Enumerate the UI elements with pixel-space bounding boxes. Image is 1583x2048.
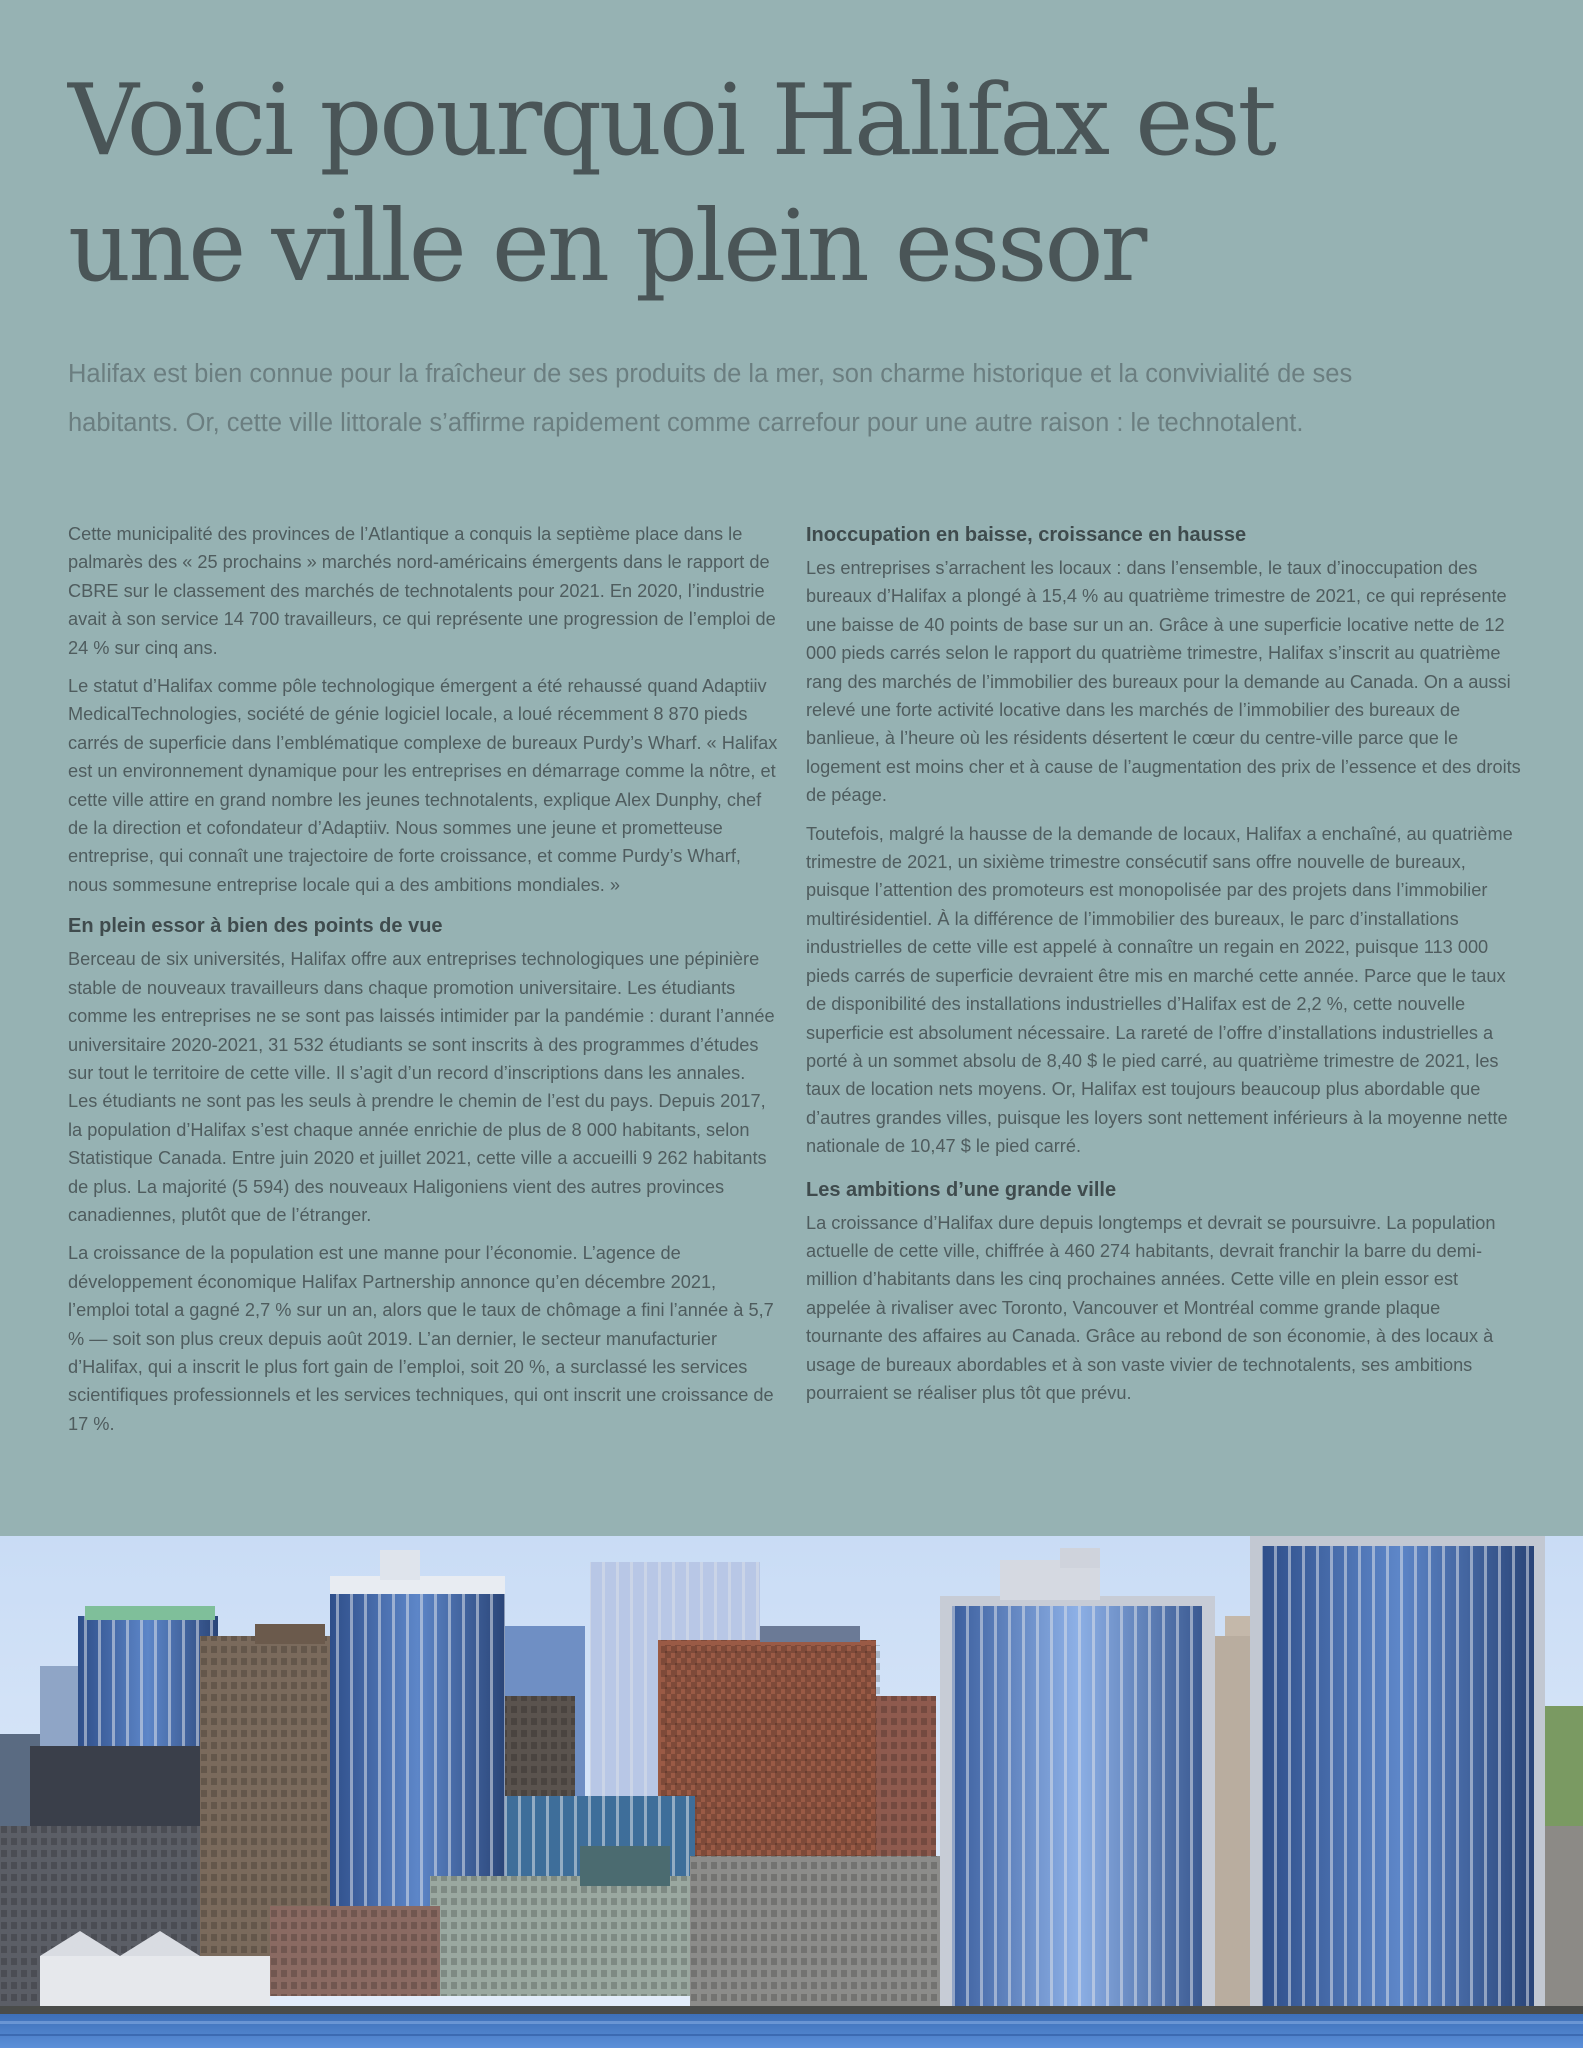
section-heading-plein-essor: En plein essor à bien des points de vue [68, 915, 443, 938]
left-column [68, 520, 778, 1448]
section-heading-ambitions: Les ambitions d’une grande ville [806, 1178, 1117, 1201]
right-paragraph-1: Les entreprises s’arrachent les locaux : dans l’ensemble, le taux d’inoccupation des bureaux d’Halifax a plongé à 15,4 % au quatrième trimestre de 2021, ce qui représente une baisse de 40 points de base sur un an. Grâce à une superficie locative nette de 12 000 pieds carrés selon le rapport du quatrième trimestre, Halifax s’inscrit au quatrième rang des marchés de l’immobilier des bureaux pour la demande au Canada. On a aussi relevé une forte activité locative dans les marchés de l’immobilier des bureaux de banlieue, à l’heure où les résidents désertent le cœur du centre-ville parce que le logement est moins cher et à cause de l’augmentation des prix de l’essence et des droits de péage. [806, 558, 1521, 806]
right-paragraph-2: Toutefois, malgré la hausse de la demande de locaux, Halifax a enchaîné, au quatrième trimestre de 2021, un sixième trimestre consécutif sans offre nouvelle de bureaux, puisque l’attention des promoteurs est monopolisée par des projets dans l’immobilier multirésidentiel. À la différence de l’immobilier des bureaux, le parc d’installations industrielles de cette ville est appelé à connaître un regain en 2022, puisque 113 000 pieds carrés de superficie devraient être mis en marché cette année. Parce que le taux de disponibilité des installations industrielles d’Halifax est de 2,2 %, cette nouvelle superficie est absolument nécessaire. La rareté de l’offre d’installations industrielles a porté à un sommet absolu de 8,40 $ le pied carré, au quatrième trimestre de 2021, les taux de location nets moyens. Or, Halifax est toujours beaucoup plus abordable que d’autres grandes villes, puisque les loyers sont nettement inférieurs à la moyenne nette nationale de 10,47 $ le pied carré. [806, 823, 1513, 1157]
harbour-water [0, 2014, 1583, 2048]
page-title-line-1: Voici pourquoi Halifax est [68, 64, 1274, 178]
left-paragraph-4: La croissance de la population est une manne pour l’économie. L’agence de développement économique Halifax Partnership annonce qu’en décembre 2021, l’emploi total a gagné 2,7 % sur un an, alors que le taux de chômage a fini l’année à 5,7 % — soit son plus creux depuis août 2019. L’an dernier, le secteur manufacturier d’Halifax, qui a inscrit le plus fort gain de l’emploi, soit 20 %, a surclassé les services scientifiques professionnels et les services techniques, qui ont inscrit une croissance de 17 %. [68, 1243, 774, 1434]
right-paragraph-3: La croissance d’Halifax dure depuis longtemps et devrait se poursuivre. La population actuelle de cette ville, chiffrée à 460 274 habitants, devrait franchir la barre du demi-million d’habitants dans les cinq prochaines années. Cette ville en plein essor est appelée à rivaliser avec Toronto, Vancouver et Montréal comme grande plaque tournante des affaires au Canada. Grâce au rebond de son économie, à des locaux à usage de bureaux abordables et à son vaste vivier de technotalents, ses ambitions pourraient se réaliser plus tôt que prévu. [806, 1212, 1496, 1403]
halifax-skyline-photo [0, 1536, 1583, 2048]
left-paragraph-1: Cette municipalité des provinces de l’Atlantique a conquis la septième place dans le palmarès des « 25 prochains » marchés nord-américains émergents dans le rapport de CBRE sur le classement des marchés de technotalents pour 2021. En 2020, l’industrie avait à son service 14 700 travailleurs, ce qui représente une progression de l’emploi de 24 % sur cinq ans. [68, 524, 776, 658]
page-title-line-2: une ville en plein essor [68, 190, 1145, 304]
page-title [68, 58, 1368, 310]
right-column [806, 520, 1522, 1417]
left-paragraph-2: Le statut d’Halifax comme pôle technologique émergent a été rehaussé quand Adaptiiv MedicalTechnologies, société de génie logiciel locale, a loué récemment 8 870 pieds carrés de superficie dans l’emblématique complexe de bureaux Purdy’s Wharf. « Halifax est un environnement dynamique pour les entreprises en démarrage comme la nôtre, et cette ville attire en grand nombre les jeunes technotalents, explique Alex Dunphy, chef de la direction et cofondateur d’Adaptiiv. Nous sommes une jeune et prometteuse entreprise, qui connaît une trajectoire de forte croissance, et comme Purdy’s Wharf, nous sommesune entreprise locale qui a des ambitions mondiales. » [68, 676, 778, 895]
intro-paragraph: Halifax est bien connue pour la fraîcheur de ses produits de la mer, son charme historique et la convivialité de ses habitants. Or, cette ville littorale s’affirme rapidement comme carrefour pour une autre raison : le technotalent. [68, 360, 1353, 437]
section-heading-inoccupation: Inoccupation en baisse, croissance en hausse [806, 524, 1247, 546]
left-paragraph-3: Berceau de six universités, Halifax offre aux entreprises technologiques une pépinière stable de nouveaux travailleurs dans chaque promotion universitaire. Les étudiants comme les entreprises ne se sont pas laissés intimider par la pandémie : durant l’année universitaire 2020-2021, 31 532 étudiants se sont inscrits à des programmes d’études sur tout le territoire de cette ville. Il s’agit d’un record d’inscriptions dans les annales. Les étudiants ne sont pas les seuls à prendre le chemin de l’est du pays. Depuis 2017, la population d’Halifax s’est chaque année enrichie de plus de 8 000 habitants, selon Statistique Canada. Entre juin 2020 et juillet 2021, cette ville a accueilli 9 262 habitants de plus. La majorité (5 594) des nouveaux Haligoniens vient des autres provinces canadiennes, plutôt que de l’étranger. [68, 949, 775, 1225]
